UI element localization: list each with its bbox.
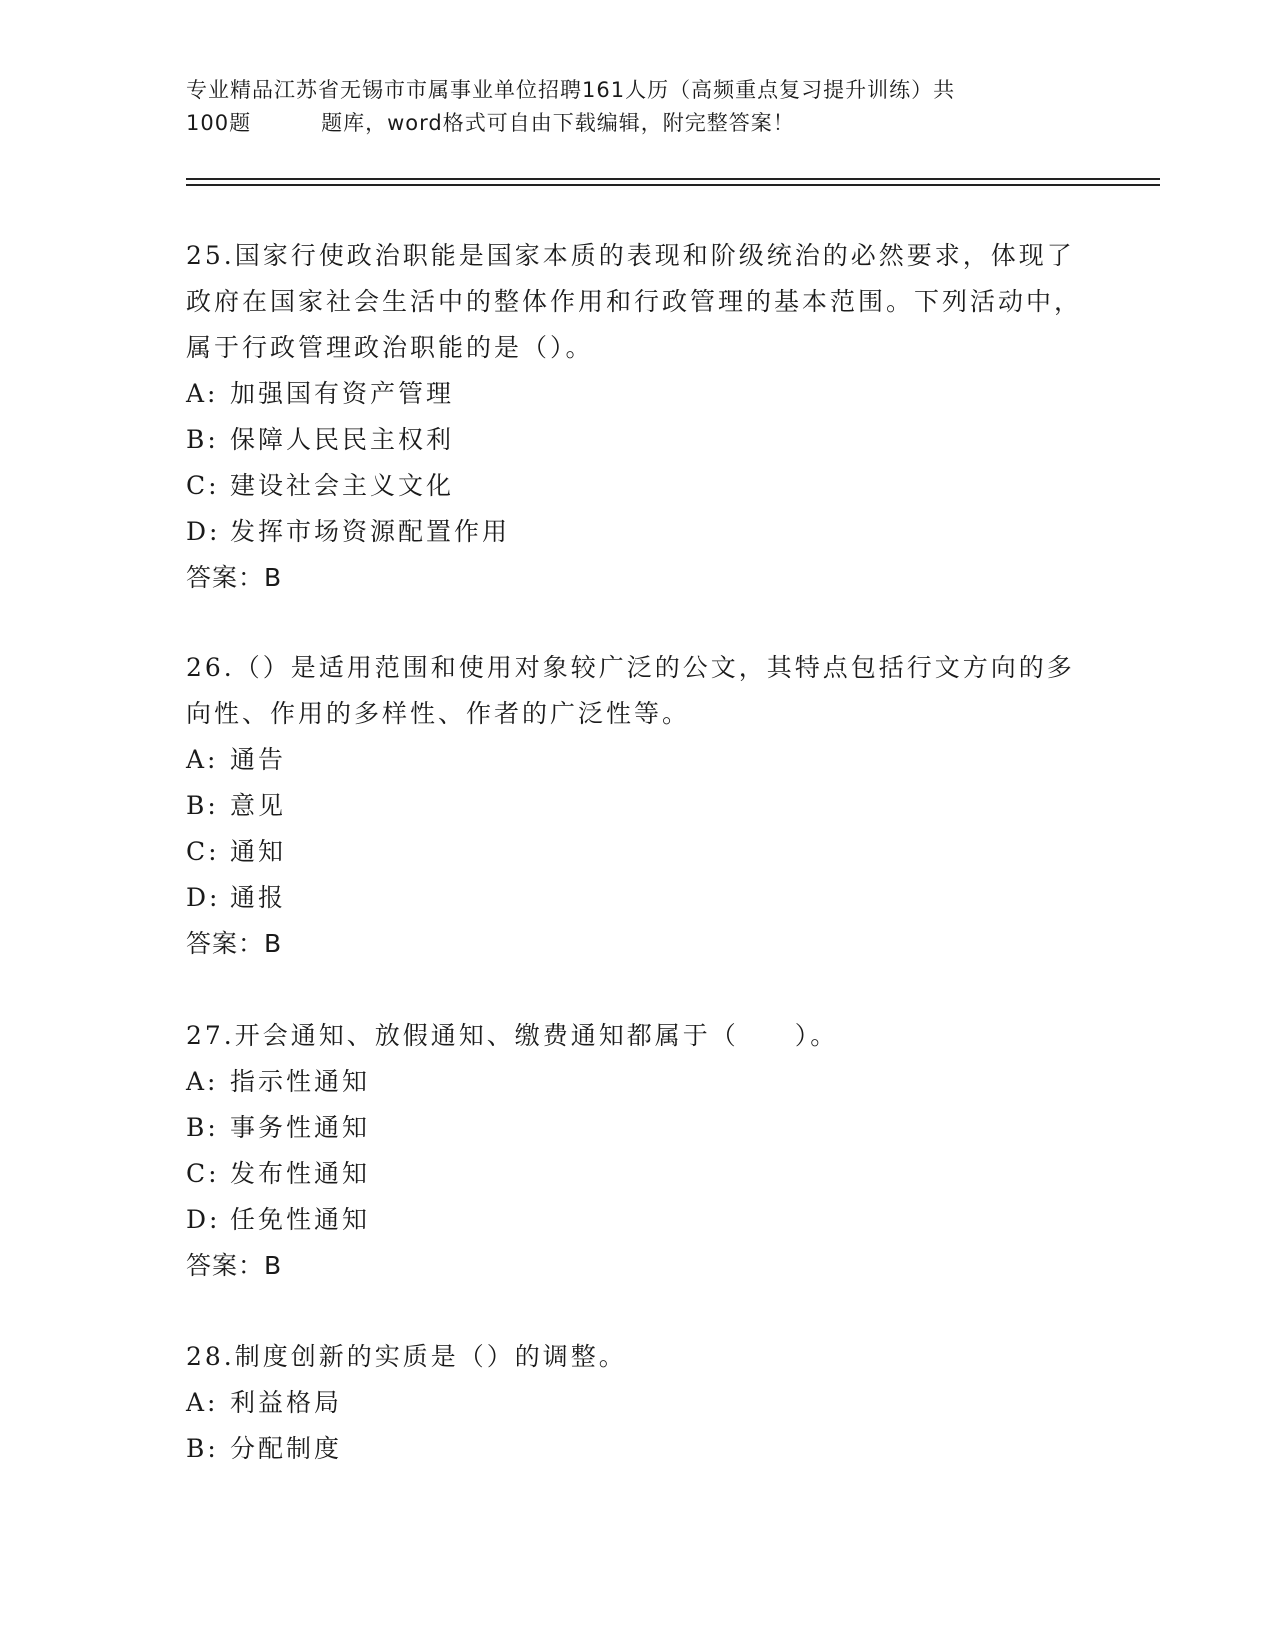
option-text: 建设社会主义文化 (230, 471, 455, 500)
option-letter: C: (186, 837, 220, 866)
option-letter: A: (186, 379, 219, 408)
question-text: 25.国家行使政治职能是国家本质的表现和阶级统治的必然要求，体现了政府在国家社会生活中的整体作用和行政管理的基本范围。下列活动中，属于行政管理政治职能的是（）。 (186, 241, 1083, 362)
option-letter: B: (186, 425, 219, 454)
option-text: 发布性通知 (230, 1159, 371, 1188)
option-text: 意见 (230, 791, 287, 820)
option-letter: C: (186, 471, 220, 500)
header-title-line2 (186, 107, 1086, 140)
option-a (186, 1380, 1086, 1426)
option-letter: B: (186, 791, 219, 820)
question-26 (186, 645, 1086, 967)
option-letter: A: (186, 745, 219, 774)
question-28 (186, 1334, 1086, 1472)
answer: 答案：B (186, 563, 283, 592)
option-text: 指示性通知 (230, 1067, 371, 1096)
question-25 (186, 233, 1086, 601)
question-text: 26.（）是适用范围和使用对象较广泛的公文，其特点包括行文方向的多向性、作用的多样性、作者的广泛性等。 (186, 653, 1075, 728)
option-c (186, 829, 1086, 875)
header-divider-top (186, 178, 1160, 180)
option-letter: B: (186, 1434, 219, 1463)
question-27 (186, 1013, 1086, 1289)
option-text: 事务性通知 (230, 1113, 371, 1142)
option-a (186, 1059, 1086, 1105)
answer: 答案：B (186, 1251, 283, 1280)
document-header (186, 74, 1086, 140)
question-text: 27.开会通知、放假通知、缴费通知都属于（ ）。 (186, 1021, 839, 1050)
option-letter: D: (186, 883, 221, 912)
option-text: 通告 (230, 745, 287, 774)
option-letter: A: (186, 1388, 219, 1417)
option-d (186, 1197, 1086, 1243)
option-d (186, 875, 1086, 921)
option-letter: D: (186, 517, 221, 546)
option-a (186, 737, 1086, 783)
option-b (186, 417, 1086, 463)
option-b (186, 1426, 1086, 1472)
option-d (186, 509, 1086, 555)
header-title-line1: 专业精品江苏省无锡市市属事业单位招聘161人历（高频重点复习提升训练）共 (186, 78, 956, 102)
option-letter: A: (186, 1067, 219, 1096)
option-text: 发挥市场资源配置作用 (230, 517, 511, 546)
option-a (186, 371, 1086, 417)
option-text: 任免性通知 (230, 1205, 371, 1234)
option-text: 利益格局 (230, 1388, 343, 1417)
option-letter: C: (186, 1159, 220, 1188)
option-b (186, 783, 1086, 829)
option-c (186, 463, 1086, 509)
option-text: 加强国有资产管理 (230, 379, 455, 408)
option-text: 分配制度 (230, 1434, 343, 1463)
option-text: 保障人民民主权利 (230, 425, 455, 454)
option-text: 通知 (230, 837, 287, 866)
question-text: 28.制度创新的实质是（）的调整。 (186, 1342, 627, 1371)
header-divider-bottom (186, 184, 1160, 186)
option-letter: B: (186, 1113, 219, 1142)
option-c (186, 1151, 1086, 1197)
option-letter: D: (186, 1205, 221, 1234)
header-question-count: 100题 (186, 111, 252, 135)
answer: 答案：B (186, 929, 283, 958)
option-b (186, 1105, 1086, 1151)
header-subtitle: 题库，word格式可自由下载编辑，附完整答案！ (321, 111, 795, 135)
option-text: 通报 (230, 883, 287, 912)
